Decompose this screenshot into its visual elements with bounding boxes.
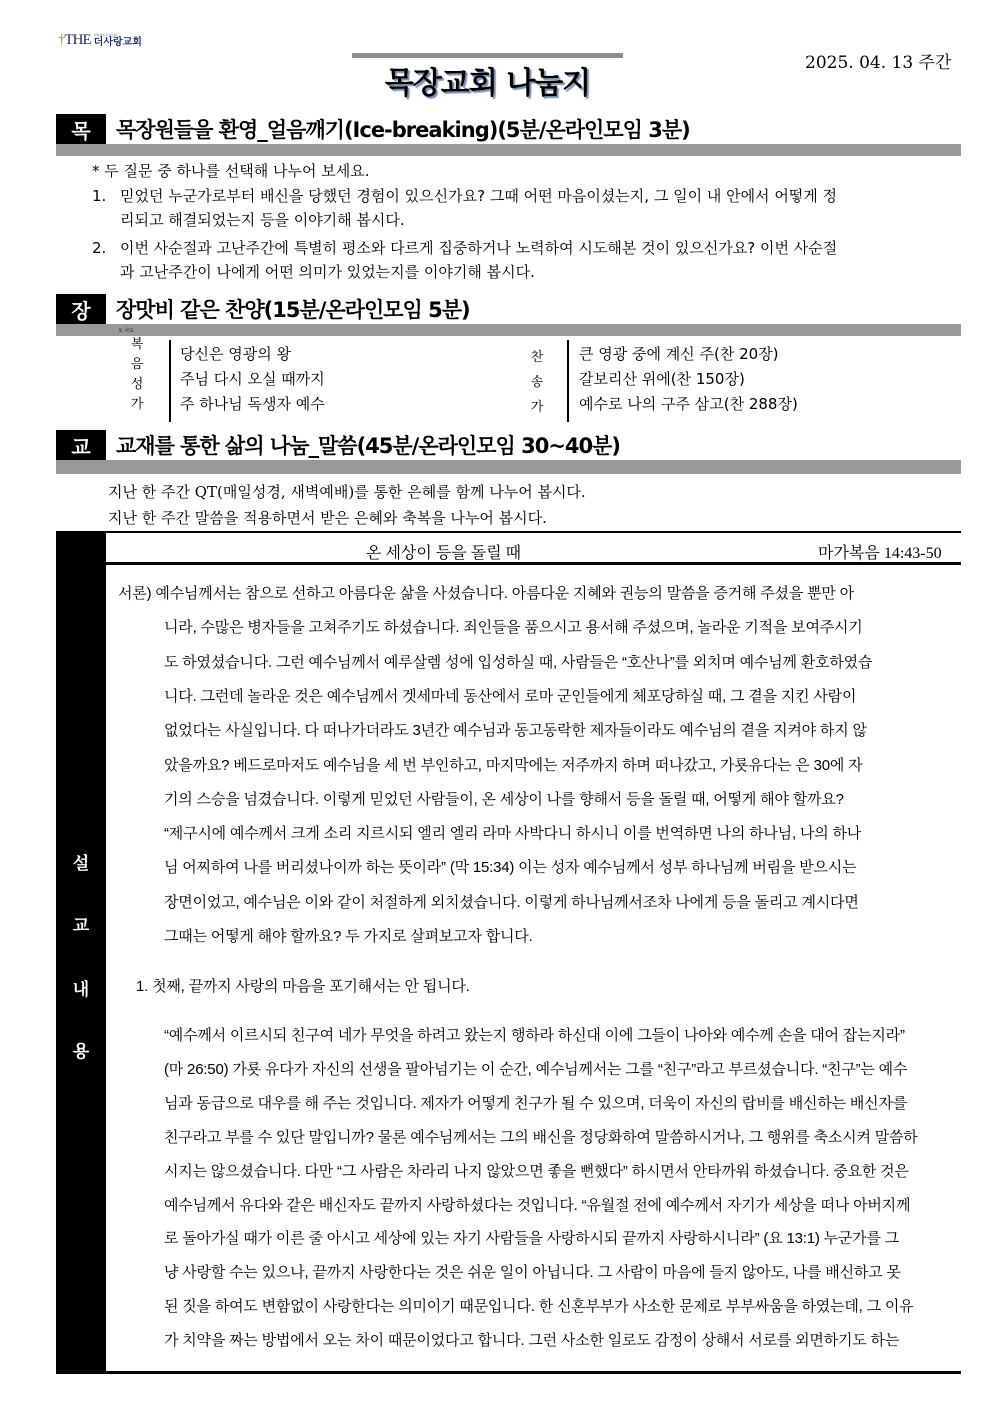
sermon-paragraph-line: 님과 동급으로 대우를 해 주는 것입니다. 제자가 어떻게 친구가 될 수 있으며, 더욱이 자신의 랍비를 배신하는 배신자를 <box>164 1094 908 1112</box>
sermon-paragraph-line: 그때는 어떻게 해야 할까요? 두 가지로 살펴보고자 합니다. <box>164 928 533 945</box>
section-worship-header <box>56 294 961 324</box>
sermon-paragraph-line: 친구라고 부를 수 있단 말입니까? 물론 예수님께서는 그의 배신을 정당화하여 말씀하시거나, 그 행위를 축소시켜 말씀하 <box>164 1128 918 1146</box>
section-title: 장맛비 같은 찬양(15분/온라인모임 5분) <box>116 298 470 322</box>
logo-mark: †THE <box>58 32 91 48</box>
question-note: * 두 질문 중 하나를 선택해 나누어 보세요. <box>92 162 370 180</box>
song-item: 당신은 영광의 왕 <box>180 345 291 363</box>
sermon-paragraph-line: 시지는 않으셨습니다. 다만 “그 사람은 차라리 나지 않았으면 좋을 뻔했다” 하시면서 안타까워 하셨습니다. 중요한 것은 <box>164 1162 909 1180</box>
column-divider <box>169 340 171 422</box>
section-badge: 장 <box>56 294 106 324</box>
sermon-paragraph-line: 니라, 수많은 병자들을 고쳐주기도 하셨습니다. 죄인들을 품으시고 용서해 주셨으며, 놀라운 기적을 보여주시기 <box>164 619 863 637</box>
hymn-list <box>579 342 798 417</box>
sermon-paragraph-line: 된 짓을 하여도 변함없이 사랑한다는 의미이기 때문입니다. 한 신혼부부가 사소한 문제로 부부싸움을 하였는데, 그 이유 <box>164 1298 914 1316</box>
sermon-paragraph-line: 가 치약을 짜는 방법에서 오는 차이 때문이었다고 합니다. 그런 사소한 일로도 감정이 상해서 서로를 외면하기도 하는 <box>164 1332 900 1350</box>
church-logo <box>58 32 142 49</box>
song-item: 주님 다시 오실 때까지 <box>180 370 325 388</box>
section-title: 교재를 통한 삶의 나눔_말씀(45분/온라인모임 30~40분) <box>116 434 621 458</box>
week-date: 2025. 04. 13 주간 <box>805 53 952 73</box>
section-divider <box>56 144 961 156</box>
section-divider <box>56 460 961 474</box>
hymn-item: 예수로 나의 구주 삼고(찬 288장) <box>579 395 798 413</box>
section-study-header <box>56 430 961 460</box>
song-item: 주 하나님 독생자 예수 <box>180 395 325 413</box>
section-divider <box>56 324 961 336</box>
column-divider <box>567 340 569 422</box>
sermon-paragraph-line: (마 26:50) 가룟 유다가 자신의 선생을 팔아넘기는 이 순간, 예수님께서는 그를 “친구”라고 부르셨습니다. “친구”는 예수 <box>164 1060 908 1078</box>
section-title: 목장원들을 환영_얼음깨기(Ice-breaking)(5분/온라인모임 3분) <box>116 118 690 142</box>
sermon-paragraph-line: 서론) 예수님께서는 참으로 선하고 아름다운 삶을 사셨습니다. 아름다운 지혜와 권능의 말씀을 증거해 주셨을 뿐만 아 <box>118 585 854 602</box>
logo-name: 더사랑교회 <box>93 37 142 48</box>
hymn-item: 갈보리산 위에(찬 150장) <box>579 370 745 388</box>
section-badge: 목 <box>56 114 106 144</box>
sermon-paragraph-line: 기의 스승을 넘겼습니다. 이렇게 믿었던 사람들이, 온 세상이 나를 향해서 등을 돌릴 때, 어떻게 해야 할까요? <box>164 790 844 808</box>
sermon-side-bar: 설 교 내 용 <box>56 531 106 1371</box>
study-intro-1: 지난 한 주간 QT(매일성경, 새벽예배)를 통한 은혜를 함께 나누어 봅시다. <box>108 483 586 501</box>
hymn-item: 큰 영광 중에 계신 주(찬 20장) <box>579 345 779 363</box>
sermon-paragraph-line: 로 돌아가실 때가 이른 줄 아시고 세상에 있는 자기 사람들을 사랑하시되 끝까지 사랑하시니라” (요 13:1) 누군가를 그 <box>164 1230 900 1248</box>
gospel-song-label: 복 음 성 가 <box>130 337 144 412</box>
study-intro-2: 지난 한 주간 말씀을 적용하면서 받은 은혜와 축복을 나누어 봅시다. <box>108 509 547 527</box>
question-2: 2. 이번 사순절과 고난주간에 특별히 평소와 다르게 집중하거나 노력하여 시도해본 것이 있으신가요? 이번 사순절 과 고난주간이 나에게 어떤 의미가 있었는지를 이야기해 봅시다. <box>92 239 838 281</box>
logo-subtitle: 대한예수교장로회 <box>93 33 117 37</box>
tiny-label: 오 사도 <box>118 328 135 334</box>
question-1: 1. 믿었던 누군가로부터 배신을 당했던 경험이 있으신가요? 그때 어떤 마음이셨는지, 그 일이 내 안에서 어떻게 정 리되고 해결되었는지 등을 이야기해 봅시다. <box>92 187 838 229</box>
page-title: 목장교회 나눔지 <box>384 66 591 101</box>
hymn-label: 찬 송 가 <box>530 350 544 415</box>
sermon-point-1: 1. 첫째, 끝까지 사랑의 마음을 포기해서는 안 됩니다. <box>136 978 470 995</box>
sermon-paragraph-line: 예수님께서 유다와 같은 배신자도 끝까지 사랑하셨다는 것입니다. “유월절 전에 예수께서 자기가 세상을 떠나 아버지께 <box>164 1196 911 1214</box>
section-badge: 교 <box>56 430 106 460</box>
sermon-title: 온 세상이 등을 돌릴 때 <box>366 545 522 562</box>
sermon-paragraph-line: 았을까요? 베드로마저도 예수님을 세 번 부인하고, 마지막에는 저주까지 하며 떠나갔고, 가룟유다는 은 30에 자 <box>164 756 863 774</box>
sermon-paragraph-line: 냥 사랑할 수는 있으나, 끝까지 사랑한다는 것은 쉬운 일이 아닙니다. 그 사람이 마음에 들지 않아도, 나를 배신하고 못 <box>164 1264 901 1282</box>
sermon-paragraph-line: “제구시에 예수께서 크게 소리 지르시되 엘리 엘리 라마 사박다니 하시니 이를 번역하면 나의 하나님, 나의 하나 <box>164 825 862 843</box>
gospel-song-list <box>180 342 325 417</box>
sermon-paragraph-line: 님 어찌하여 나를 버리셨나이까 하는 뜻이라” (막 15:34) 이는 성자 예수님께서 성부 하나님께 버림을 받으시는 <box>164 859 857 877</box>
sermon-paragraph-line: “예수께서 이르시되 친구여 네가 무엇을 하려고 왔는지 행하라 하신대 이에 그들이 나아와 예수께 손을 대어 잡는지라” <box>164 1027 905 1044</box>
sermon-paragraph-line: 니다. 그런데 놀라운 것은 예수님께서 겟세마네 동산에서 로마 군인들에게 체포당하실 때, 그 곁을 지킨 사람이 <box>164 687 857 705</box>
sermon-paragraph-line: 도 하였셨습니다. 그런 예수님께서 예루살렘 성에 입성하실 때, 사람들은 “호산나”를 외치며 예수님께 환호하였습 <box>164 653 873 671</box>
sermon-paragraph-line: 장면이었고, 예수님은 이와 같이 처절하게 외치셨습니다. 이렇게 하나님께서조차 나에게 등을 돌리고 계시다면 <box>164 893 859 911</box>
sermon-paragraph-line: 없었다는 사실입니다. 다 떠나가더라도 3년간 예수님과 동고동락한 제자들이라도 예수님의 곁을 지켜야 하지 않 <box>164 722 867 740</box>
sermon-header <box>106 531 961 565</box>
section-icebreaking-header <box>56 114 961 144</box>
scripture-reference: 마가복음 14:43-50 <box>818 545 942 562</box>
